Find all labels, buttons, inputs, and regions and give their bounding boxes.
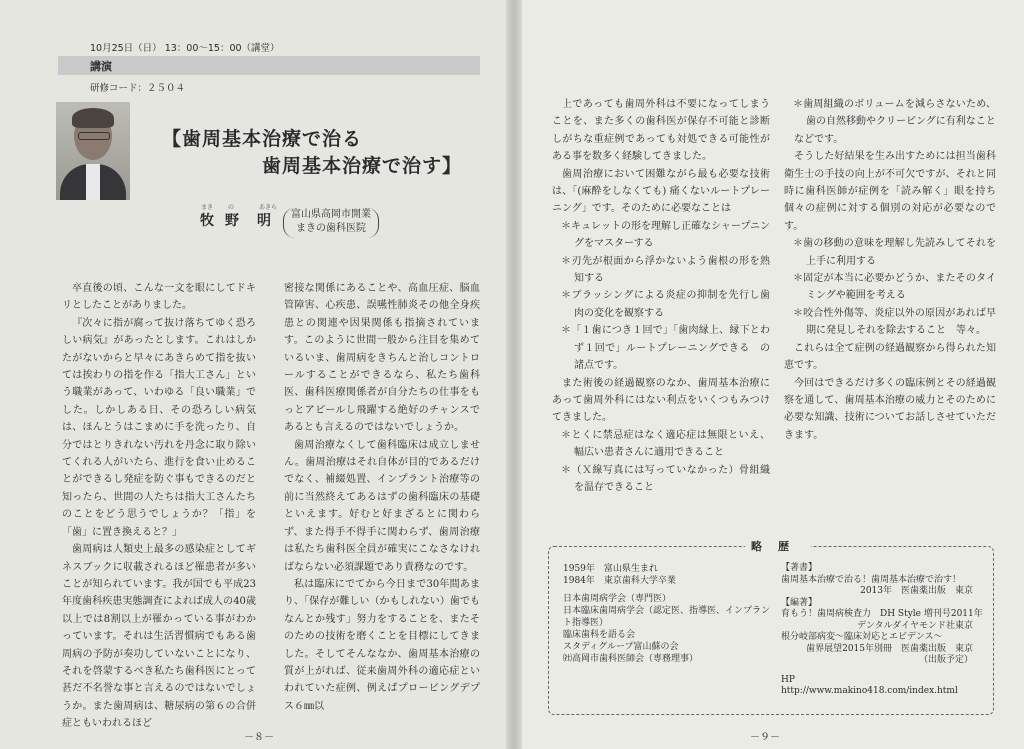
page-number: －８－ bbox=[244, 732, 274, 743]
paragraph: 卒直後の頃、こんな一文を眼にしてドキリとしたことがありました。 bbox=[62, 283, 256, 312]
body-column-2 bbox=[784, 96, 996, 444]
career-entry: 日本臨床歯周病学会（認定医、指導医、インプラント指導医） bbox=[563, 606, 771, 628]
career-entry: 1984年 東京歯科大学卒業 bbox=[563, 576, 676, 586]
paragraph: 今回はできるだけ多くの臨床例とその経過観察を通して、歯周基本治療の威力とそのために必要な知識、技術についてお話しさせていただきます。 bbox=[784, 377, 996, 441]
paragraph: 私は臨床にでてから今日まで30年間あまり、「保存が難しい（かもしれない）歯でもなんとか残す」努力をすることを、またそのための技術を磨くことを目標にしてきました。そしてそんななか、歯周基本治療の質が上がれば、従来歯周外科の適応症といわれていた症例、例えばプロービングデプス６㎜以 bbox=[284, 578, 480, 712]
career-entry: 1959年 富山県生まれ bbox=[563, 564, 658, 574]
speaker-name: 牧 bbox=[200, 213, 214, 229]
career-box bbox=[548, 540, 994, 715]
bullet-item: ＊歯周組織のボリュームを減らさないため、歯の自然移動やクリーピングに有利なこと bbox=[793, 99, 996, 128]
bullet-item: ＊刃先が根面から浮かないよう歯根の形を熟知する bbox=[561, 255, 770, 285]
bullet-item: ＊「１歯につき１回で」「歯肉縁上、縁下とわず１回で」ルートプレーニングできる の諸点です。 bbox=[561, 325, 770, 372]
section-bar bbox=[58, 56, 480, 75]
paragraph: 密接な関係にあることや、高血圧症、脳血管障害、心疾患、誤嚥性肺炎その他全身疾患との関連や因果関係も指摘されています。このように世間一般から注目を集めているいま、歯周病をきちんと治しコントロールすることができるなら、私たち歯科医、歯科医療関係者が自分たちの仕事をもっとアピールし飛躍する絶好のチャンスであるとも言えるのではないでしょうか。 bbox=[284, 283, 480, 434]
career-entry: 臨床歯科を語る会 bbox=[563, 630, 636, 640]
publication-entry: 2013年 医歯薬出版 東京 bbox=[860, 586, 973, 596]
body-column-1 bbox=[62, 280, 256, 733]
binding-gutter bbox=[506, 0, 522, 749]
publication-entry: 歯周基本治療で治る！歯周基本治療で治す！ bbox=[781, 574, 962, 585]
right-page bbox=[514, 0, 1024, 749]
bullet-item: ＊（Ｘ線写真には写っていなかった）骨組織を温存できること bbox=[561, 464, 770, 493]
speaker-name: 野 bbox=[225, 213, 239, 229]
publication-entry: デンタルダイヤモンド社東京 bbox=[857, 620, 973, 631]
page-number: －９－ bbox=[750, 732, 780, 743]
paragraph: 歯周病は人類史上最多の感染症としてギネスブックに収載されるほど罹患者が多いことが知られています。我が国でも平成23年度歯科疾患実態調査によれば成人の40歳以上では8割以上が罹かっている事がわかっています。それは生活習慣病でもある歯周病の予防が奏功していないことになり、それを啓蒙するべき私たち歯科医にとって甚だ不名誉な事と言えるのではないでしょうか。また歯周病は、糖尿病の第６の合併症ともいわれるほど bbox=[62, 544, 256, 730]
training-code: 研修コード：２５０４ bbox=[90, 83, 186, 94]
bullet-item: ＊キュレットの形を理解し正確なシャープニングをマスターする bbox=[561, 220, 770, 250]
publication-list bbox=[781, 563, 991, 698]
paragraph: などです。 bbox=[794, 133, 844, 145]
publication-entry: 育もう！歯周病検査力 DH Style 増刊号2011年 bbox=[781, 609, 983, 619]
bullet-item: ＊とくに禁忌症はなく適応症は無限といえ、幅広い患者さんに適用できること bbox=[561, 429, 770, 459]
speaker-affiliation: 富山県高岡市開業 まきの歯科医院 bbox=[283, 208, 379, 238]
speaker-photo bbox=[56, 102, 130, 200]
career-list bbox=[563, 563, 771, 665]
bullet-item: ＊ブラッシングによる炎症の抑制を先行し歯肉の変化を観察する bbox=[561, 290, 770, 319]
name-ruby: まき bbox=[201, 204, 214, 211]
bullet-item: ＊咬合性外傷等、炎症以外の原因があれば早期に発見しそれを除去すること 等々。 bbox=[793, 307, 996, 337]
publication-entry: 【著書】 bbox=[781, 563, 818, 573]
lecture-title-line1: 【歯周基本治療で治る bbox=[162, 128, 363, 150]
paragraph: また術後の経過観察のなか、歯周基本治療にあって歯周外科にはない利点をいくつもみつけてきました。 bbox=[552, 377, 770, 424]
bullet-item: ＊歯の移動の意味を理解し先読みしてそれを上手に利用する bbox=[793, 238, 996, 267]
session-date: 10月25日（日） 13：00～15：00（講堂） bbox=[90, 43, 280, 54]
body-column-2 bbox=[284, 280, 480, 715]
body-column-1 bbox=[552, 96, 770, 496]
paragraph: そうした好結果を生み出すためには担当歯科衛生士の手技の向上が不可欠ですが、それと同時に歯科医師が症例を「読み解く」眼を持ち個々の症例に対する個別の対応が必要なのです。 bbox=[784, 151, 996, 232]
lecture-title-line2: 歯周基本治療で治す】 bbox=[262, 155, 463, 177]
publication-entry: HP bbox=[781, 674, 795, 685]
career-title: 略歴 bbox=[745, 538, 811, 554]
publication-entry: 根分岐部病変～臨床対応とエビデンス～ bbox=[781, 632, 943, 642]
career-entry: ㈳高岡市歯科医師会（専務理事） bbox=[563, 654, 699, 664]
publication-entry: 歯界展望2015年別冊 医歯薬出版 東京 bbox=[806, 643, 973, 654]
paragraph: 上であっても歯周外科は不要になってしまうことを、また多くの歯科医が保存不可能と診断しがちな重症例であっても対処できる可能性がある事を数多く経験してきました。 bbox=[552, 99, 770, 163]
publication-entry: （出版予定） bbox=[918, 655, 973, 665]
publication-entry bbox=[781, 667, 991, 675]
publication-entry: http://www.makino418.com/index.html bbox=[781, 686, 958, 696]
paragraph: 歯周治療なくして歯科臨床は成立しません。歯周治療はそれ自体が目的であるだけでなく、補綴処置、インプラント治療等の前に当然終えてあるはずの歯科臨床の基礎といえます。好むと好まざるとに関わらず、また得手不得手に関わらず、歯周治療は私たち歯科医全員が確実にこなさなければならない必須課題であり責務なのです。 bbox=[284, 439, 480, 573]
career-entry: 日本歯周病学会（専門医） bbox=[563, 594, 672, 604]
publication-entry: 【編著】 bbox=[781, 597, 818, 608]
career-entry: スタディグループ富山蘇の会 bbox=[563, 642, 679, 652]
paragraph: 『次々に指が腐って抜け落ちてゆく恐ろしい病気』があったとします。これはしかたがないからと早々にあきらめて指を抜いては挨わりの指を作る「指大工さん」という職業があって、いわゆる「良い職業」でした。しかしある日、その恐ろしい病気は、ほんとうはこまめに手を洗ったり、自分ではとりきれない汚れを丹念に取り除いてくれる人がいたら、進行を食い止めることができるし発症を防ぐ事もできるのだと知ったら、世間の人たちは指大工さんたちのことをどう思うでしょうか？「指」を「歯」に置き換えると？」 bbox=[62, 317, 256, 538]
paragraph: 歯周治療において困難ながら最も必要な技術は、「(麻酔をしなくても) 痛くないルートプレーニング」です。そのために必要なことは bbox=[552, 168, 770, 215]
paragraph: これらは全て症例の経過観察から得られた知恵です。 bbox=[784, 342, 996, 372]
section-label: 講演 bbox=[90, 60, 112, 73]
name-ruby: の bbox=[228, 204, 235, 211]
bullet-item: ＊固定が本当に必要かどうか、またそのタイミングや範囲を考える bbox=[793, 273, 996, 302]
name-ruby: あきら bbox=[259, 204, 278, 211]
speaker-name: 明 bbox=[257, 213, 271, 229]
